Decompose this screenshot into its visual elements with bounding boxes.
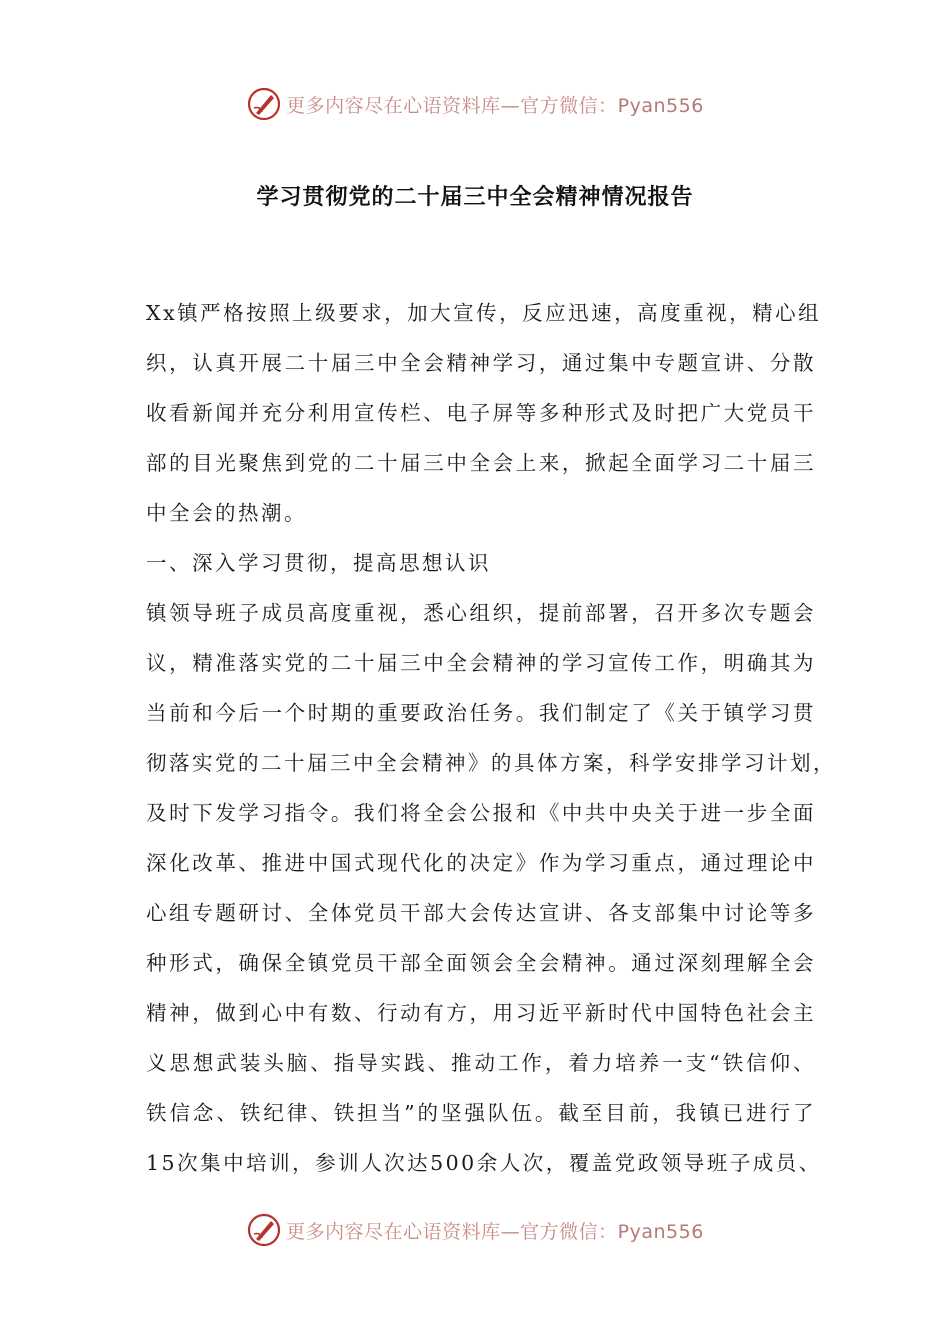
paragraph-line: 彻落实党的二十届三中全会精神》的具体方案，科学安排学习计划，: [146, 751, 836, 775]
pen-logo-icon: [246, 86, 282, 122]
paragraph-line: 心组专题研讨、全体党员干部大会传达宣讲、各支部集中讨论等多: [146, 901, 816, 925]
paragraph-line: 精神，做到心中有数、行动有方，用习近平新时代中国特色社会主: [146, 1001, 816, 1025]
paragraph-line: 收看新闻并充分利用宣传栏、电子屏等多种形式及时把广大党员干: [146, 401, 816, 425]
paragraph-line: 部的目光聚焦到党的二十届三中全会上来，掀起全面学习二十届三: [146, 451, 816, 475]
banner-wechat-id: Pyan556: [617, 94, 704, 117]
paragraph-line: 中全会的热潮。: [146, 501, 307, 525]
section-heading: 一、深入学习贯彻，提高思想认识: [146, 551, 491, 575]
paragraph-line: 铁信念、铁纪律、铁担当”的坚强队伍。截至目前，我镇已进行了: [146, 1101, 816, 1125]
paragraph-line: 镇领导班子成员高度重视，悉心组织，提前部署，召开多次专题会: [146, 601, 816, 625]
document-body: [146, 288, 836, 1188]
banner-text: 更多内容尽在心语资料库—官方微信：Pyan556: [286, 94, 704, 117]
paragraph-line: 15次集中培训，参训人次达500余人次，覆盖党政领导班子成员、: [146, 1151, 822, 1175]
pen-logo-icon: [246, 1212, 282, 1248]
paragraph-line: 及时下发学习指令。我们将全会公报和《中共中央关于进一步全面: [146, 801, 816, 825]
banner-wechat-id: Pyan556: [617, 1220, 704, 1243]
paragraph-line: 义思想武装头脑、指导实践、推动工作，着力培养一支“铁信仰、: [146, 1051, 816, 1075]
document-title: 学习贯彻党的二十届三中全会精神情况报告: [256, 185, 694, 210]
paragraph-line: 议，精准落实党的二十届三中全会精神的学习宣传工作，明确其为: [146, 651, 816, 675]
paragraph-line: Xx镇严格按照上级要求，加大宣传，反应迅速，高度重视，精心组: [146, 301, 822, 325]
paragraph-line: 种形式，确保全镇党员干部全面领会全会精神。通过深刻理解全会: [146, 951, 816, 975]
header-banner: [0, 84, 950, 124]
paragraph-line: 织，认真开展二十届三中全会精神学习，通过集中专题宣讲、分散: [146, 351, 816, 375]
paragraph-line: 深化改革、推进中国式现代化的决定》作为学习重点，通过理论中: [146, 851, 816, 875]
paragraph-line: 当前和今后一个时期的重要政治任务。我们制定了《关于镇学习贯: [146, 701, 816, 725]
banner-text: 更多内容尽在心语资料库—官方微信：Pyan556: [286, 1220, 704, 1243]
footer-banner: [0, 1210, 950, 1250]
